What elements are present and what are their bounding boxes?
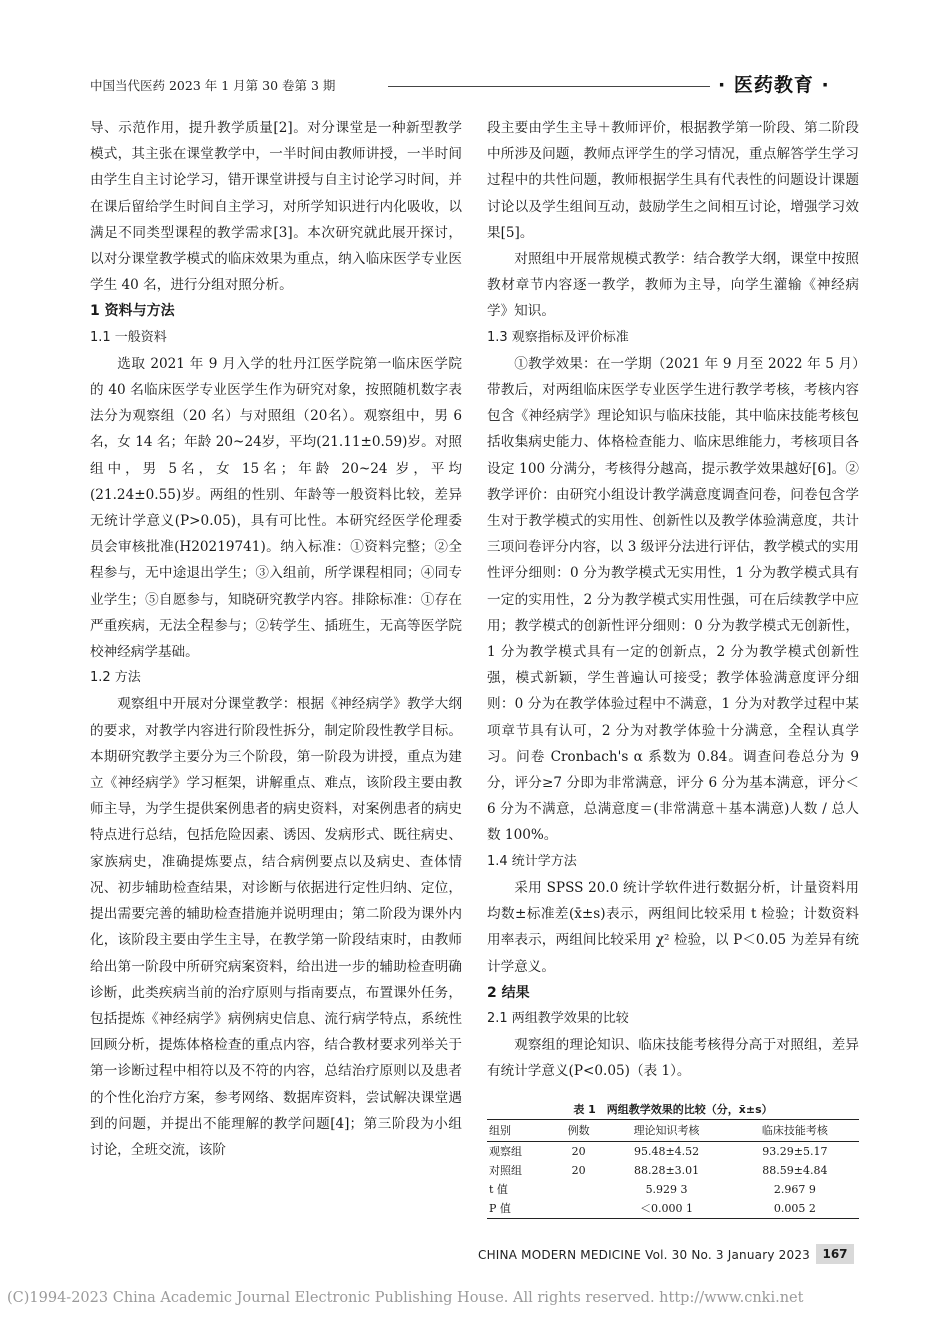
heading-general-data: 1.1 一般资料 (90, 329, 167, 345)
method-paragraph: 观察组中开展对分课堂教学：根据《神经病学》教学大纲的要求，对教学内容进行阶段性拆分，制定阶段性教学目标。本期研究教学主要分为三个阶段，第一阶段为讲授，重点为建立《神经病学》学习框架，讲解重点、难点，该阶段主要由教师主导，为学生提供案例患者的病史资料，对案例患者的病史特点进行总结，包括危险因素、诱因、发病形式、既往病史、家族病史，准确提炼要点，结合病例要点以及病史、查体情况、初步辅助检查结果，对诊断与依据进行定性归纳、定位，提出需要完善的辅助检查措施并说明理由；第二阶段为课外内化，该阶段主要由学生主导，在教学第一阶段结束时，由教师给出第一阶段中所研究病案资料，给出进一步的辅助检查明确诊断，此类疾病当前的治疗原则与指南要点，布置课外任务，包括提炼《神经病学》病例病史信息、流行病学特点，系统性回顾分析，提炼体格检查的重点内容，结合教材要求列举关于第一诊断过程中相符以及不符的内容，总结治疗原则以及患者的个性化治疗方案，参考网络、数据库资料，尝试解决课堂遇到的问题，并提出不能理解的教学问题[4]；第三阶段为小组讨论，全班交流，该阶 (90, 696, 462, 1158)
heading-results: 2 结果 (487, 984, 530, 1001)
right-column (487, 115, 859, 1219)
table-row (487, 1141, 859, 1161)
heading-methods: 1 资料与方法 (90, 303, 175, 320)
method-continued-paragraph: 段主要由学生主导＋教师评价，根据教学第一阶段、第二阶段中所涉及问题，教师点评学生的学习情况，重点解答学生学习过程中的共性问题，教师根据学生具有代表性的问题设计课题讨论以及学生组间互动，鼓励学生之间相互讨论，增强学习效果[5]。 (487, 120, 859, 241)
table-header: 临床技能考核 (731, 1119, 859, 1141)
table-cell: 2.967 9 (773, 1182, 816, 1196)
heading-comparison: 2.1 两组教学效果的比较 (487, 1010, 629, 1026)
page-number: 167 (816, 1244, 854, 1264)
header-divider (388, 86, 710, 87)
table-cell: 88.28±3.01 (633, 1163, 700, 1177)
copyright-notice: (C)1994-2023 China Academic Journal Electronic Publishing House. All rights reserved. http://www.cnki.net (7, 1290, 804, 1306)
table-caption: 表 1 两组教学效果的比较（分，x̄±s） (573, 1102, 773, 1116)
table-cell: 观察组 (489, 1144, 522, 1158)
section-title: · 医药教育 · (718, 74, 830, 96)
table-cell: 0.005 2 (731, 1199, 859, 1219)
journal-footer: CHINA MODERN MEDICINE Vol. 30 No. 3 January 2023 (478, 1248, 810, 1262)
table-row (487, 1161, 859, 1180)
table-cell: ＜0.000 1 (602, 1199, 730, 1219)
journal-issue-header: 中国当代医药 2023 年 1 月第 30 卷第 3 期 (90, 78, 336, 93)
general-data-paragraph: 选取 2021 年 9 月入学的牡丹江医学院第一临床医学院的 40 名临床医学专业医学生作为研究对象，按照随机数字表法分为观察组（20 名）与对照组（20名）。观察组中，男 6 名，女 14 名；年龄 20~24岁，平均(21.11±0.59)岁。对照组中，男 5名，女 15名；年龄 20~24 岁，平均(21.24±0.55)岁。两组的性别、年龄等一般资料比较，差异无统计学意义(P>0.05)，具有可比性。本研究经医学伦理委员会审核批准(H20219741)。纳入标准：①资料完整；②全程参与，无中途退出学生；③入组前，所学课程相同；④同专业学生；⑤自愿参与，知晓研究教学内容。排除标准：①存在严重疾病，无法全程参与；②转学生、插班生，无高等医学院校神经病学基础。 (90, 355, 462, 661)
indicators-paragraph: ①教学效果：在一学期（2021 年 9 月至 2022 年 5 月）带教后，对两组临床医学专业医学生进行教学考核，考核内容包含《神经病学》理论知识与临床技能，其中临床技能考核包括收集病史能力、体格检查能力、临床思维能力，考核项目各设定 100 分满分，考核得分越高，提示教学效果越好[6]。②教学评价：由研究小组设计教学满意度调查问卷，问卷包含学生对于教学模式的实用性、创新性以及教学体验满意度，共计三项问卷评分内容，以 3 级评分法进行评估，教学模式的实用性评分细则：0 分为教学模式无实用性，1 分为教学模式具有一定的实用性，2 分为教学模式实用性强，可在后续教学中应用；教学模式的创新性评分细则：0 分为教学模式无创新性，1 分为教学模式具有一定的创新点，2 分为教学模式创新性强，模式新颖，学生普遍认可接受；教学体验满意度评分细则：0 分为在教学体验过程中不满意，1 分为对教学过程中某项章节具有认可，2 分为对教学体验十分满意，全程认真学习。问卷 Cronbach's α 系数为 0.84。调查问卷总分为 9 分，评分≥7 分即为非常满意，评分 6 分为基本满意，评分＜6 分为不满意，总满意度＝(非常满意＋基本满意)人数 / 总人数 100%。 (487, 355, 859, 844)
table-cell: t 值 (489, 1182, 508, 1196)
table-header: 组别 (487, 1119, 555, 1141)
heading-indicators: 1.3 观察指标及评价标准 (487, 329, 629, 345)
table-row (487, 1180, 859, 1199)
heading-method: 1.2 方法 (90, 670, 141, 686)
table-header-row (487, 1119, 859, 1141)
table-1 (487, 1101, 859, 1219)
table-cell: 20 (571, 1144, 586, 1158)
table-header: 理论知识考核 (602, 1119, 730, 1141)
statistics-paragraph: 采用 SPSS 20.0 统计学软件进行数据分析，计量资料用均数±标准差(x̄±s)表示，两组间比较采用 t 检验；计数资料用率表示，两组间比较采用 χ² 检验，以 P＜0.05 为差异有统计学意义。 (487, 879, 859, 975)
table-row (487, 1199, 859, 1219)
table-cell: 对照组 (489, 1163, 522, 1177)
table-cell: 88.59±4.84 (762, 1163, 828, 1177)
table-cell: 95.48±4.52 (633, 1144, 700, 1158)
left-column (90, 115, 462, 1163)
results-table (487, 1119, 859, 1219)
intro-paragraph: 导、示范作用，提升教学质量[2]。对分课堂是一种新型教学模式，其主张在课堂教学中，一半时间由教师讲授，一半时间由学生自主讨论学习，错开课堂讲授与自主讨论学习时间，并在课后留给学生时间自主学习，对所学知识进行内化吸收，以满足不同类型课程的教学需求[3]。本次研究就此展开探讨，以对分课堂教学模式的临床效果为重点，纳入临床医学专业医学生 40 名，进行分组对照分析。 (90, 120, 462, 294)
table-header: 例数 (555, 1119, 603, 1141)
table-cell (555, 1180, 603, 1199)
table-cell: 20 (571, 1163, 586, 1177)
table-cell (555, 1199, 603, 1219)
control-group-paragraph: 对照组中开展常规模式教学：结合教学大纲，课堂中按照教材章节内容逐一教学，教师为主导，向学生灌输《神经病学》知识。 (487, 251, 859, 320)
table-cell: P 值 (487, 1199, 555, 1219)
table-cell: 5.929 3 (645, 1182, 688, 1196)
heading-statistics: 1.4 统计学方法 (487, 853, 577, 869)
table-cell: 93.29±5.17 (762, 1144, 828, 1158)
comparison-paragraph: 观察组的理论知识、临床技能考核得分高于对照组，差异有统计学意义(P<0.05)（表 1）。 (487, 1037, 859, 1080)
